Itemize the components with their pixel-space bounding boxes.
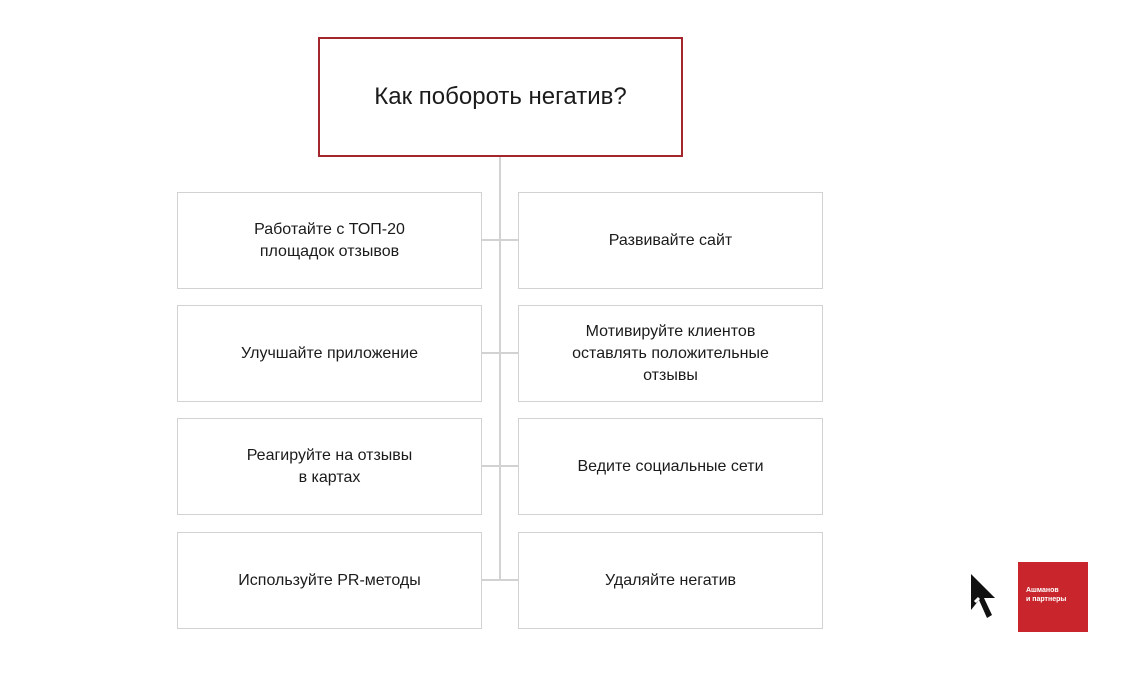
brand-logo-line1: Ашманов [1026,587,1059,594]
diagram-title-box [318,37,683,157]
right-item-4 [518,532,823,629]
trunk-line [499,157,501,580]
brand-logo-box [1018,562,1088,632]
brand-logo-line2: и партнеры [1026,596,1067,603]
branch-line-left-4 [481,579,500,581]
left-item-3-line1: Реагируйте на отзывы [246,446,413,464]
left-item-1-line1: Работайте с ТОП-20 [254,220,405,238]
left-item-3 [177,418,482,515]
right-item-2-line1: Мотивируйте клиентов [585,322,756,340]
branch-line-right-4 [500,579,519,581]
branch-line-left-3 [481,465,500,467]
cursor-arrow-logo-icon [965,572,999,620]
right-item-4-line1: Удаляйте негатив [604,571,737,589]
left-item-2-line1: Улучшайте приложение [241,344,418,362]
right-item-2 [518,305,823,402]
right-item-3-line1: Ведите социальные сети [577,457,764,475]
left-item-4 [177,532,482,629]
right-item-2-line2: оставлять положительные [572,344,769,362]
left-item-4-line1: Используйте PR-методы [238,571,421,589]
right-item-1-line1: Развивайте сайт [608,231,733,249]
branch-line-right-2 [500,352,519,354]
branch-line-left-2 [481,352,500,354]
left-item-1 [177,192,482,289]
left-item-3-line2: в картах [298,468,361,486]
branch-line-left-1 [481,239,500,241]
right-item-1 [518,192,823,289]
branch-line-right-1 [500,239,519,241]
left-item-2 [177,305,482,402]
right-item-2-line3: отзывы [643,366,698,384]
diagram-title: Как побороть негатив? [374,83,627,110]
right-item-3 [518,418,823,515]
left-item-1-line2: площадок отзывов [259,242,400,260]
branch-line-right-3 [500,465,519,467]
